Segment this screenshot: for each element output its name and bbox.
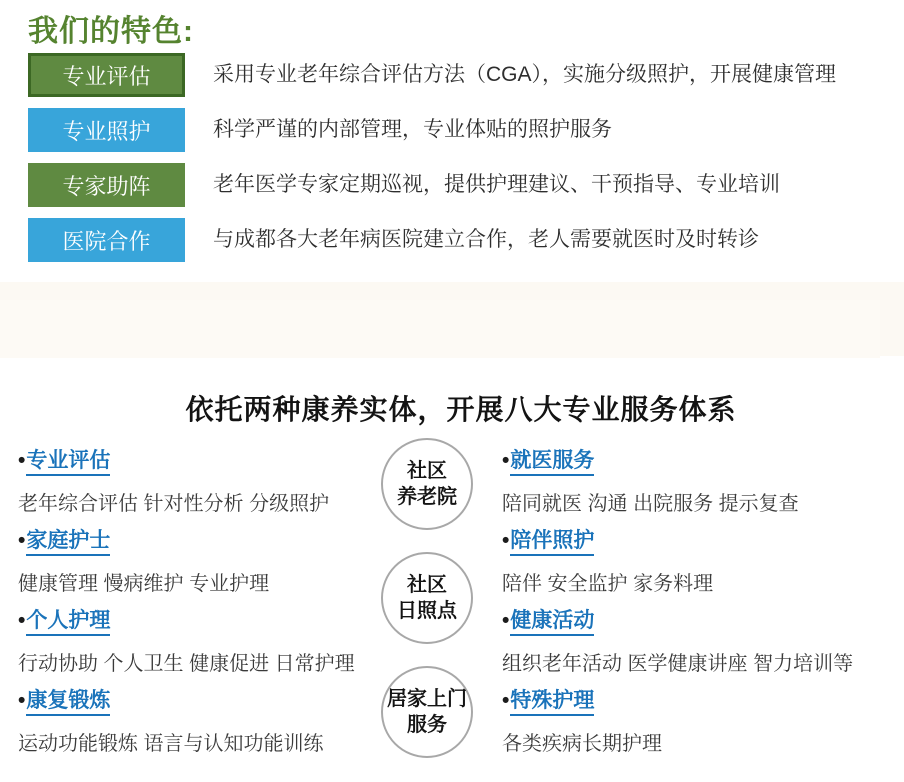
bullet-icon: • — [502, 529, 510, 552]
entity-circle-nursing-home — [381, 438, 473, 530]
service-title-line — [18, 444, 378, 474]
entity-circle-daycare — [381, 552, 473, 644]
feature-desc-care: 科学严谨的内部管理，专业体贴的照护服务 — [213, 118, 612, 141]
feature-desc-assessment: 采用专业老年综合评估方法（CGA），实施分级照护，开展健康管理 — [213, 63, 837, 86]
service-desc: 老年综合评估 针对性分析 分级照护 — [18, 493, 330, 515]
service-item-medical-escort — [502, 444, 902, 516]
service-link-assessment[interactable]: 专业评估 — [26, 449, 110, 476]
service-item-assessment — [18, 444, 378, 516]
entity-circle-home-visit — [381, 666, 473, 758]
service-link-rehab[interactable]: 康复锻炼 — [26, 689, 110, 716]
service-desc: 陪同就医 沟通 出院服务 提示复查 — [502, 493, 799, 515]
bullet-icon: • — [18, 529, 26, 552]
bullet-icon: • — [502, 609, 510, 632]
service-title-line — [18, 524, 378, 554]
entity-line: 服务 — [407, 714, 447, 736]
feature-tag-experts: 专家助阵 — [28, 163, 185, 207]
service-title-line — [18, 684, 378, 714]
service-item-rehab — [18, 684, 378, 756]
service-link-home-nurse[interactable]: 家庭护士 — [26, 529, 110, 556]
entity-line: 社区 — [407, 574, 447, 596]
feature-row-assessment — [28, 53, 836, 97]
service-link-medical-escort[interactable]: 就医服务 — [510, 449, 594, 476]
feature-row-experts — [28, 163, 780, 207]
service-desc: 健康管理 慢病维护 专业护理 — [18, 573, 270, 595]
entity-line: 日照点 — [397, 600, 457, 622]
service-desc: 陪伴 安全监护 家务料理 — [502, 573, 714, 595]
service-item-companion — [502, 524, 902, 596]
service-desc: 各类疾病长期护理 — [502, 733, 662, 755]
bullet-icon: • — [18, 609, 26, 632]
feature-desc-experts: 老年医学专家定期巡视，提供护理建议、干预指导、专业培训 — [213, 173, 780, 196]
service-title-line — [502, 684, 902, 714]
service-link-companion[interactable]: 陪伴照护 — [510, 529, 594, 556]
feature-tag-care: 专业照护 — [28, 108, 185, 152]
service-title-line — [502, 604, 902, 634]
service-title-line — [502, 444, 902, 474]
service-link-health-activity[interactable]: 健康活动 — [510, 609, 594, 636]
service-link-personal-care[interactable]: 个人护理 — [26, 609, 110, 636]
service-desc: 运动功能锻炼 语言与认知功能训练 — [18, 733, 324, 755]
bullet-icon: • — [502, 689, 510, 712]
entity-line: 养老院 — [397, 486, 457, 508]
bullet-icon: • — [502, 449, 510, 472]
feature-row-care — [28, 108, 612, 152]
features-heading: 我们的特色: — [28, 15, 194, 48]
bullet-icon: • — [18, 449, 26, 472]
service-item-home-nurse — [18, 524, 378, 596]
service-item-personal-care — [18, 604, 378, 676]
background-band-inner — [0, 300, 880, 358]
feature-tag-hospital: 医院合作 — [28, 218, 185, 262]
service-item-health-activity — [502, 604, 902, 676]
service-desc: 行动协助 个人卫生 健康促进 日常护理 — [18, 653, 355, 675]
service-title-line — [502, 524, 902, 554]
services-heading: 依托两种康养实体，开展八大专业服务体系 — [185, 394, 737, 425]
entity-line: 居家上门 — [387, 688, 467, 710]
service-title-line — [18, 604, 378, 634]
bullet-icon: • — [18, 689, 26, 712]
service-desc: 组织老年活动 医学健康讲座 智力培训等 — [502, 653, 854, 675]
entity-line: 社区 — [407, 460, 447, 482]
service-link-special-nursing[interactable]: 特殊护理 — [510, 689, 594, 716]
feature-tag-assessment: 专业评估 — [28, 53, 185, 97]
service-item-special-nursing — [502, 684, 902, 756]
feature-desc-hospital: 与成都各大老年病医院建立合作，老人需要就医时及时转诊 — [213, 228, 759, 251]
feature-row-hospital — [28, 218, 759, 262]
